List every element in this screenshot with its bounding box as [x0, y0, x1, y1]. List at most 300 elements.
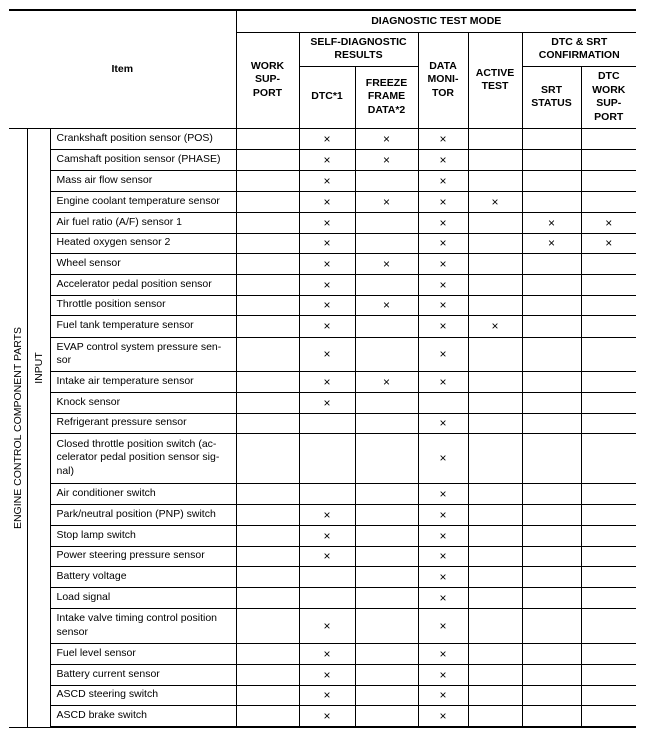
item-name: EVAP control system pressure sen- sor — [50, 337, 236, 371]
item-name: ASCD brake switch — [50, 705, 236, 727]
supported-mark-icon: × — [439, 236, 447, 250]
dtc-work-support-cell — [581, 705, 636, 727]
dtc-work-support-cell — [581, 664, 636, 685]
work-support-cell — [236, 433, 299, 483]
item-name: Closed throttle position switch (ac- celerator pedal position sensor sig- nal) — [50, 433, 236, 483]
dtc-cell — [299, 705, 355, 727]
srt-status-cell — [522, 413, 581, 433]
supported-mark-icon: × — [439, 590, 447, 605]
dtc-cell — [299, 149, 355, 170]
dtc-work-support-cell — [581, 170, 636, 191]
item-name: Throttle position sensor — [50, 295, 236, 315]
dtc-srt-confirmation-header: DTC & SRT CONFIRMATION — [522, 32, 636, 66]
data-monitor-cell — [418, 664, 468, 685]
work-support-cell — [236, 295, 299, 315]
dtc-cell — [299, 525, 355, 546]
table-row — [9, 170, 636, 191]
dtc-work-support-cell — [581, 191, 636, 212]
dtc-cell — [299, 128, 355, 149]
supported-mark-icon: × — [323, 298, 331, 312]
table-row — [9, 483, 636, 504]
supported-mark-icon: × — [439, 298, 447, 312]
freeze-frame-cell — [355, 504, 418, 525]
active-test-cell — [468, 337, 522, 371]
supported-mark-icon: × — [323, 277, 331, 292]
supported-mark-icon: × — [439, 374, 447, 389]
dtc-work-support-cell — [581, 253, 636, 274]
dtc-work-support-cell — [581, 525, 636, 546]
item-name: Stop lamp switch — [50, 525, 236, 546]
active-test-cell — [468, 295, 522, 315]
item-name: Wheel sensor — [50, 253, 236, 274]
srt-status-cell — [522, 191, 581, 212]
active-test-header: ACTIVE TEST — [468, 32, 522, 128]
dtc-cell — [299, 295, 355, 315]
active-test-cell — [468, 608, 522, 643]
work-support-cell — [236, 413, 299, 433]
freeze-frame-cell — [355, 587, 418, 608]
table-row — [9, 191, 636, 212]
data-monitor-header: DATA MONI- TOR — [418, 32, 468, 128]
srt-status-cell — [522, 315, 581, 337]
dtc-work-support-cell — [581, 274, 636, 295]
supported-mark-icon: × — [439, 618, 447, 633]
item-name: Air conditioner switch — [50, 483, 236, 504]
active-test-cell — [468, 643, 522, 664]
data-monitor-cell — [418, 433, 468, 483]
supported-mark-icon: × — [547, 236, 555, 250]
supported-mark-icon: × — [323, 173, 331, 188]
dtc-work-support-header: DTC WORK SUP- PORT — [581, 66, 636, 128]
item-name: Knock sensor — [50, 392, 236, 413]
dtc-cell — [299, 337, 355, 371]
srt-status-cell — [522, 483, 581, 504]
supported-mark-icon: × — [439, 131, 447, 146]
table-row — [9, 546, 636, 566]
dtc-cell — [299, 546, 355, 566]
dtc-work-support-cell — [581, 587, 636, 608]
dtc-cell — [299, 371, 355, 392]
active-test-cell — [468, 566, 522, 587]
item-name: Battery current sensor — [50, 664, 236, 685]
srt-status-cell — [522, 525, 581, 546]
item-name: Power steering pressure sensor — [50, 546, 236, 566]
table-row — [9, 392, 636, 413]
supported-mark-icon: × — [323, 256, 331, 271]
item-name: Refrigerant pressure sensor — [50, 413, 236, 433]
srt-status-cell — [522, 149, 581, 170]
dtc-work-support-cell — [581, 337, 636, 371]
item-name: Engine coolant temperature sensor — [50, 191, 236, 212]
srt-status-cell — [522, 566, 581, 587]
dtc-work-support-cell — [581, 685, 636, 705]
table-row — [9, 433, 636, 483]
active-test-cell — [468, 664, 522, 685]
data-monitor-cell — [418, 705, 468, 727]
srt-status-cell — [522, 128, 581, 149]
supported-mark-icon: × — [323, 646, 331, 661]
srt-status-cell — [522, 371, 581, 392]
work-support-cell — [236, 705, 299, 727]
subgroup-label-cell — [27, 128, 50, 727]
data-monitor-cell — [418, 504, 468, 525]
data-monitor-cell — [418, 566, 468, 587]
freeze-frame-cell — [355, 643, 418, 664]
active-test-cell — [468, 413, 522, 433]
srt-status-cell — [522, 546, 581, 566]
table-row — [9, 705, 636, 727]
supported-mark-icon: × — [605, 215, 613, 230]
freeze-frame-cell — [355, 337, 418, 371]
freeze-frame-cell — [355, 315, 418, 337]
data-monitor-cell — [418, 392, 468, 413]
work-support-cell — [236, 191, 299, 212]
table-row — [9, 504, 636, 525]
freeze-frame-cell — [355, 483, 418, 504]
freeze-frame-header: FREEZE FRAME DATA*2 — [355, 66, 418, 128]
work-support-cell — [236, 233, 299, 253]
item-header: Item — [9, 10, 236, 128]
dtc-cell — [299, 212, 355, 233]
freeze-frame-cell — [355, 371, 418, 392]
supported-mark-icon: × — [491, 319, 499, 333]
dtc-cell — [299, 392, 355, 413]
supported-mark-icon: × — [439, 194, 447, 209]
freeze-frame-cell — [355, 413, 418, 433]
item-name: Battery voltage — [50, 566, 236, 587]
work-support-cell — [236, 504, 299, 525]
table-row — [9, 413, 636, 433]
active-test-cell — [468, 483, 522, 504]
dtc-cell — [299, 608, 355, 643]
table-row — [9, 643, 636, 664]
freeze-frame-cell — [355, 525, 418, 546]
data-monitor-cell — [418, 525, 468, 546]
table-row — [9, 149, 636, 170]
work-support-cell — [236, 525, 299, 546]
dtc-cell — [299, 643, 355, 664]
active-test-cell — [468, 504, 522, 525]
srt-status-cell — [522, 587, 581, 608]
dtc-cell — [299, 253, 355, 274]
dtc-work-support-cell — [581, 315, 636, 337]
work-support-cell — [236, 608, 299, 643]
supported-mark-icon: × — [323, 549, 331, 563]
srt-status-cell — [522, 233, 581, 253]
data-monitor-cell — [418, 315, 468, 337]
item-name: Mass air flow sensor — [50, 170, 236, 191]
srt-status-cell — [522, 392, 581, 413]
dtc-cell — [299, 413, 355, 433]
freeze-frame-cell — [355, 566, 418, 587]
freeze-frame-cell — [355, 233, 418, 253]
data-monitor-cell — [418, 685, 468, 705]
active-test-cell — [468, 546, 522, 566]
work-support-cell — [236, 315, 299, 337]
data-monitor-cell — [418, 295, 468, 315]
active-test-cell — [468, 170, 522, 191]
dtc-cell — [299, 504, 355, 525]
freeze-frame-cell — [355, 705, 418, 727]
supported-mark-icon: × — [323, 374, 331, 389]
dtc-cell — [299, 566, 355, 587]
table-row — [9, 253, 636, 274]
dtc-work-support-cell — [581, 433, 636, 483]
work-support-cell — [236, 128, 299, 149]
dtc-work-support-cell — [581, 643, 636, 664]
supported-mark-icon: × — [382, 298, 390, 312]
dtc-cell — [299, 587, 355, 608]
table-row — [9, 315, 636, 337]
supported-mark-icon: × — [547, 215, 555, 230]
data-monitor-cell — [418, 643, 468, 664]
supported-mark-icon: × — [323, 507, 331, 522]
data-monitor-cell — [418, 170, 468, 191]
supported-mark-icon: × — [323, 688, 331, 702]
srt-status-cell — [522, 504, 581, 525]
item-name: Load signal — [50, 587, 236, 608]
freeze-frame-cell — [355, 664, 418, 685]
supported-mark-icon: × — [439, 549, 447, 563]
item-name: Heated oxygen sensor 2 — [50, 233, 236, 253]
active-test-cell — [468, 253, 522, 274]
freeze-frame-cell — [355, 392, 418, 413]
supported-mark-icon: × — [439, 347, 447, 361]
work-support-cell — [236, 212, 299, 233]
dtc-work-support-cell — [581, 504, 636, 525]
active-test-cell — [468, 392, 522, 413]
active-test-cell — [468, 191, 522, 212]
supported-mark-icon: × — [323, 131, 331, 146]
input-label: INPUT — [32, 351, 45, 384]
table-row — [9, 587, 636, 608]
item-name: Crankshaft position sensor (POS) — [50, 128, 236, 149]
supported-mark-icon: × — [439, 688, 447, 702]
active-test-cell — [468, 233, 522, 253]
active-test-cell — [468, 128, 522, 149]
dtc-cell — [299, 483, 355, 504]
freeze-frame-cell — [355, 685, 418, 705]
srt-status-cell — [522, 705, 581, 727]
dtc-work-support-cell — [581, 233, 636, 253]
work-support-cell — [236, 546, 299, 566]
supported-mark-icon: × — [439, 451, 447, 465]
supported-mark-icon: × — [439, 319, 447, 333]
supported-mark-icon: × — [382, 194, 390, 209]
active-test-cell — [468, 705, 522, 727]
table-row — [9, 233, 636, 253]
work-support-cell — [236, 274, 299, 295]
dtc-work-support-cell — [581, 392, 636, 413]
dtc-header: DTC*1 — [299, 66, 355, 128]
dtc-cell — [299, 274, 355, 295]
data-monitor-cell — [418, 233, 468, 253]
supported-mark-icon: × — [439, 507, 447, 522]
dtc-cell — [299, 685, 355, 705]
work-support-cell — [236, 664, 299, 685]
item-name: Fuel tank temperature sensor — [50, 315, 236, 337]
supported-mark-icon: × — [491, 194, 499, 209]
srt-status-cell — [522, 170, 581, 191]
dtc-work-support-cell — [581, 546, 636, 566]
dtc-cell — [299, 191, 355, 212]
active-test-cell — [468, 212, 522, 233]
freeze-frame-cell — [355, 191, 418, 212]
supported-mark-icon: × — [382, 131, 390, 146]
supported-mark-icon: × — [323, 236, 331, 250]
dtc-cell — [299, 315, 355, 337]
work-support-cell — [236, 253, 299, 274]
srt-status-cell — [522, 295, 581, 315]
active-test-cell — [468, 149, 522, 170]
freeze-frame-cell — [355, 253, 418, 274]
freeze-frame-cell — [355, 608, 418, 643]
dtc-work-support-cell — [581, 149, 636, 170]
table-row — [9, 337, 636, 371]
active-test-cell — [468, 525, 522, 546]
work-support-cell — [236, 643, 299, 664]
dtc-work-support-cell — [581, 483, 636, 504]
srt-status-cell — [522, 337, 581, 371]
data-monitor-cell — [418, 191, 468, 212]
supported-mark-icon: × — [323, 395, 331, 410]
table-row — [9, 685, 636, 705]
table-row — [9, 566, 636, 587]
supported-mark-icon: × — [323, 618, 331, 633]
table-row — [9, 371, 636, 392]
work-support-cell — [236, 371, 299, 392]
data-monitor-cell — [418, 274, 468, 295]
freeze-frame-cell — [355, 128, 418, 149]
table-row — [9, 295, 636, 315]
supported-mark-icon: × — [439, 569, 447, 584]
table-row — [9, 608, 636, 643]
freeze-frame-cell — [355, 433, 418, 483]
supported-mark-icon: × — [323, 152, 331, 167]
work-support-cell — [236, 587, 299, 608]
freeze-frame-cell — [355, 170, 418, 191]
supported-mark-icon: × — [439, 215, 447, 230]
work-support-cell — [236, 170, 299, 191]
freeze-frame-cell — [355, 295, 418, 315]
work-support-cell — [236, 337, 299, 371]
supported-mark-icon: × — [439, 152, 447, 167]
dtc-cell — [299, 170, 355, 191]
data-monitor-cell — [418, 546, 468, 566]
active-test-cell — [468, 274, 522, 295]
table-row — [9, 212, 636, 233]
dtc-cell — [299, 433, 355, 483]
self-diagnostic-results-header: SELF-DIAGNOSTIC RESULTS — [299, 32, 418, 66]
data-monitor-cell — [418, 483, 468, 504]
data-monitor-cell — [418, 337, 468, 371]
supported-mark-icon: × — [439, 646, 447, 661]
table-row — [9, 274, 636, 295]
freeze-frame-cell — [355, 274, 418, 295]
item-name: Park/neutral position (PNP) switch — [50, 504, 236, 525]
srt-status-cell — [522, 643, 581, 664]
dtc-cell — [299, 233, 355, 253]
supported-mark-icon: × — [439, 708, 447, 723]
data-monitor-cell — [418, 253, 468, 274]
freeze-frame-cell — [355, 149, 418, 170]
dtc-work-support-cell — [581, 566, 636, 587]
supported-mark-icon: × — [439, 173, 447, 188]
diagnostic-test-mode-table — [9, 9, 636, 728]
data-monitor-cell — [418, 212, 468, 233]
work-support-header: WORK SUP- PORT — [236, 32, 299, 128]
work-support-cell — [236, 392, 299, 413]
supported-mark-icon: × — [439, 528, 447, 543]
item-name: Intake valve timing control position sensor — [50, 608, 236, 643]
dtc-work-support-cell — [581, 295, 636, 315]
freeze-frame-cell — [355, 546, 418, 566]
data-monitor-cell — [418, 371, 468, 392]
data-monitor-cell — [418, 128, 468, 149]
supported-mark-icon: × — [439, 277, 447, 292]
supported-mark-icon: × — [323, 215, 331, 230]
data-monitor-cell — [418, 608, 468, 643]
freeze-frame-cell — [355, 212, 418, 233]
item-name: Intake air temperature sensor — [50, 371, 236, 392]
active-test-cell — [468, 685, 522, 705]
supported-mark-icon: × — [323, 194, 331, 209]
srt-status-cell — [522, 685, 581, 705]
supported-mark-icon: × — [323, 708, 331, 723]
supported-mark-icon: × — [382, 374, 390, 389]
table-row — [9, 664, 636, 685]
supported-mark-icon: × — [439, 256, 447, 271]
supported-mark-icon: × — [323, 528, 331, 543]
supported-mark-icon: × — [323, 319, 331, 333]
srt-status-cell — [522, 664, 581, 685]
supported-mark-icon: × — [439, 667, 447, 682]
supported-mark-icon: × — [605, 236, 613, 250]
table-row — [9, 525, 636, 546]
dtc-work-support-cell — [581, 371, 636, 392]
dtc-work-support-cell — [581, 128, 636, 149]
supported-mark-icon: × — [382, 256, 390, 271]
srt-status-cell — [522, 253, 581, 274]
item-name: Air fuel ratio (A/F) sensor 1 — [50, 212, 236, 233]
dtc-work-support-cell — [581, 413, 636, 433]
work-support-cell — [236, 566, 299, 587]
active-test-cell — [468, 433, 522, 483]
srt-status-cell — [522, 433, 581, 483]
supported-mark-icon: × — [382, 152, 390, 167]
srt-status-cell — [522, 274, 581, 295]
active-test-cell — [468, 315, 522, 337]
supported-mark-icon: × — [323, 347, 331, 361]
srt-status-cell — [522, 212, 581, 233]
data-monitor-cell — [418, 413, 468, 433]
dtc-work-support-cell — [581, 608, 636, 643]
work-support-cell — [236, 149, 299, 170]
engine-control-component-parts-label: ENGINE CONTROL COMPONENT PARTS — [11, 326, 24, 529]
dtc-cell — [299, 664, 355, 685]
srt-status-header: SRT STATUS — [522, 66, 581, 128]
supported-mark-icon: × — [439, 416, 447, 430]
supported-mark-icon: × — [323, 667, 331, 682]
work-support-cell — [236, 483, 299, 504]
active-test-cell — [468, 587, 522, 608]
item-name: Camshaft position sensor (PHASE) — [50, 149, 236, 170]
data-monitor-cell — [418, 587, 468, 608]
data-monitor-cell — [418, 149, 468, 170]
group-label-cell — [9, 128, 27, 727]
item-name: Accelerator pedal position sensor — [50, 274, 236, 295]
diagnostic-test-mode-header: DIAGNOSTIC TEST MODE — [236, 10, 636, 32]
